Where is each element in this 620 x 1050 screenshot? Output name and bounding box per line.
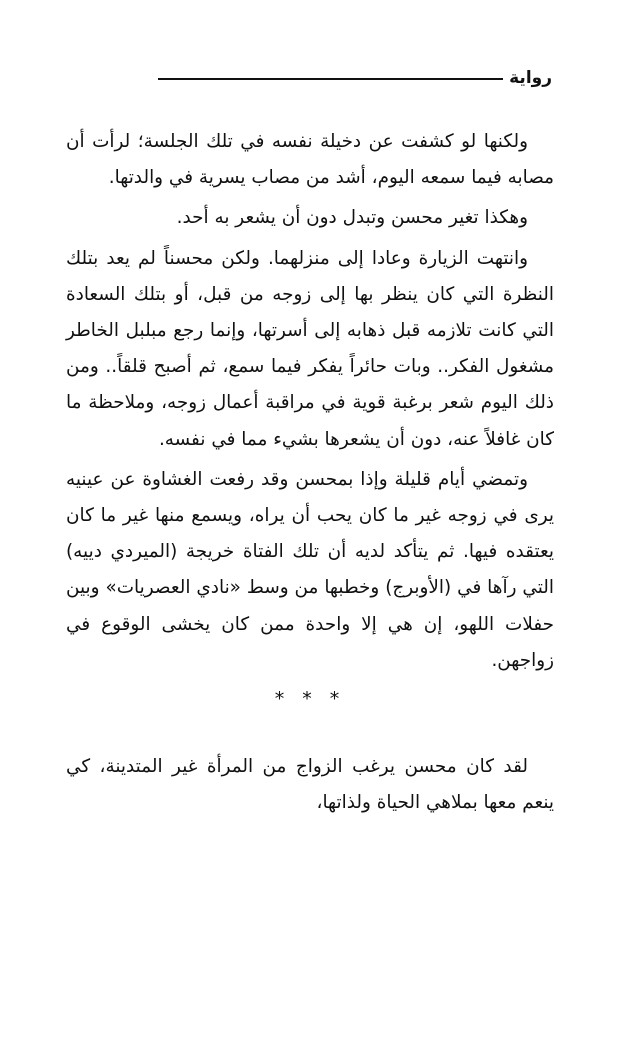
paragraph: ولكنها لو كشفت عن دخيلة نفسه في تلك الجلسة؛ لرأت أن مصابه فيما سمعه اليوم، أشد من مصاب يسرية في والدتها. [66, 131, 554, 189]
paragraph: لقد كان محسن يرغب الزواج من المرأة غير المتدينة، كي ينعم معها بملاهي الحياة ولذاتها، [66, 756, 554, 814]
section-separator: * * * [274, 688, 346, 711]
header-rule [158, 78, 503, 80]
paragraph: وتمضي أيام قليلة وإذا بمحسن وقد رفعت الغشاوة عن عينيه يرى في زوجه غير ما كان يحب أن يراه، ويسمع منها غير ما كان يعتقده فيها. ثم يتأكد لديه أن تلك الفتاة خريجة (الميردي دييه) التي رآها في (الأوبرج) وخطبها من وسط «نادي العصريات» وبين حفلات اللهو، إن هي إلا واحدة ممن كان يخشى الوقوع في زواجهن. [66, 468, 554, 671]
running-header [158, 64, 552, 92]
paragraph: وانتهت الزيارة وعادا إلى منزلهما. ولكن محسناً لم يعد بتلك النظرة التي كان ينظر بها إلى زوجه من قبل، أو بتلك السعادة التي كانت تلازمه قبل ذهابه إلى أسرتها، وإنما رجع مبلبل الخاطر مشغول الفكر.. وبات حائراً يفكر فيما سمع، ثم أصبح قلقاً.. ومن ذلك اليوم شعر برغبة قوية في مراقبة أعمال زوجه، وملاحظة ما كان غافلاً عنه، دون أن يشعرها بشيء مما في نفسه. [66, 247, 554, 450]
section-label: رواية [509, 68, 552, 88]
body-text [66, 124, 554, 821]
paragraph: وهكذا تغير محسن وتبدل دون أن يشعر به أحد. [176, 207, 528, 229]
